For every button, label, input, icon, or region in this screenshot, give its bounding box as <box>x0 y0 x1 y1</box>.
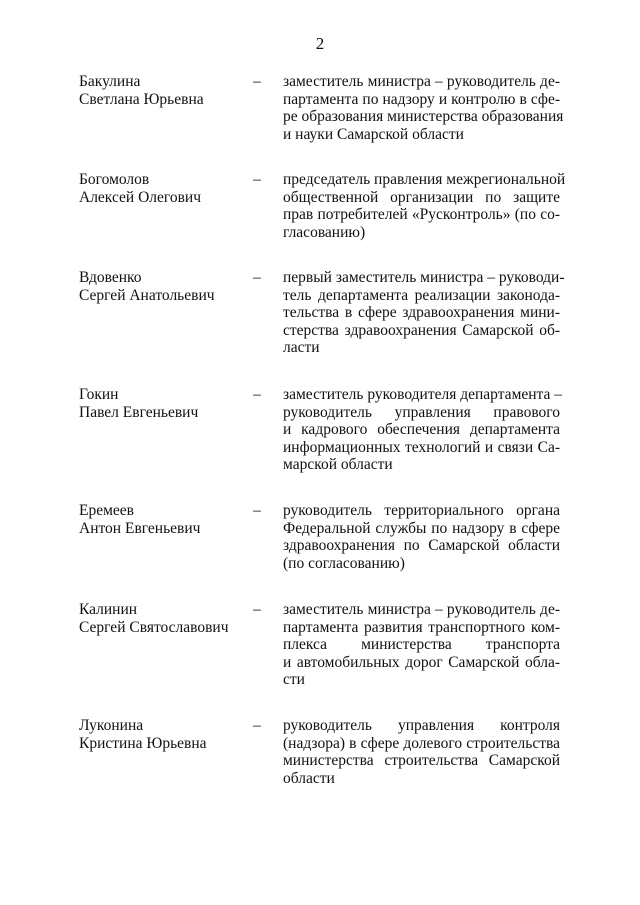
member-position <box>283 717 560 787</box>
position-line: партамента развития транспортного ком- <box>283 618 560 636</box>
dash-separator: – <box>253 601 261 618</box>
member-given-names: Сергей Анатольевич <box>79 286 215 304</box>
position-line: заместитель руководителя департамента – <box>283 386 563 403</box>
member-name <box>79 386 254 421</box>
position-line: тель департамента реализации законода- <box>283 286 560 304</box>
position-line: Федеральной службы по надзору в сфере <box>283 519 560 537</box>
position-line: области <box>283 769 335 787</box>
member-surname: Луконина <box>79 717 144 734</box>
member-surname: Богомолов <box>79 171 150 188</box>
member-given-names: Алексей Олегович <box>79 188 202 206</box>
position-line: заместитель министра – руководитель де- <box>283 601 560 618</box>
position-line: заместитель министра – руководитель де- <box>283 73 560 90</box>
position-line: (надзора) в сфере долевого строительства <box>283 734 560 752</box>
position-line: здравоохранения по Самарской области <box>283 537 560 554</box>
member-surname: Бакулина <box>79 73 141 90</box>
member-position <box>283 73 564 143</box>
position-line: председатель правления межрегиональной <box>283 171 566 188</box>
position-line: марской области <box>283 456 393 473</box>
position-line: и науки Самарской области <box>283 125 464 143</box>
member-name <box>79 717 254 752</box>
position-line: общественной организации по защите <box>283 188 560 206</box>
page-number: 2 <box>315 34 325 53</box>
position-line: первый заместитель министра – руководи- <box>283 269 565 286</box>
member-given-names: Кристина Юрьевна <box>79 734 207 752</box>
member-given-names: Антон Евгеньевич <box>79 519 201 537</box>
position-line: прав потребителей «Русконтроль» (по со- <box>283 206 560 223</box>
member-position <box>283 269 565 357</box>
dash-separator: – <box>253 171 261 188</box>
member-name <box>79 601 254 636</box>
position-line: гласованию) <box>283 223 366 241</box>
position-line: руководитель управления правового <box>283 403 560 421</box>
position-line: и автомобильных дорог Самарской обла- <box>283 653 560 671</box>
member-position <box>283 171 566 241</box>
member-name <box>79 73 254 108</box>
position-line: партамента по надзору и контролю в сфе- <box>283 90 560 108</box>
position-line: руководитель территориального органа <box>283 502 560 519</box>
dash-separator: – <box>253 717 261 734</box>
dash-separator: – <box>253 269 261 286</box>
position-line: плекса министерства транспорта <box>283 636 560 653</box>
position-line: (по согласованию) <box>283 554 405 572</box>
member-position <box>283 386 563 474</box>
member-given-names: Светлана Юрьевна <box>79 90 204 108</box>
member-given-names: Павел Евгеньевич <box>79 403 199 421</box>
dash-separator: – <box>253 502 261 519</box>
position-line: информационных технологий и связи Са- <box>283 438 560 456</box>
member-position <box>283 601 560 689</box>
member-name <box>79 171 254 206</box>
member-name <box>79 502 254 537</box>
position-line: тельства в сфере здравоохранения мини- <box>283 304 560 321</box>
member-surname: Гокин <box>79 386 119 403</box>
dash-separator: – <box>253 386 261 403</box>
position-line: и кадрового обеспечения департамента <box>283 421 560 438</box>
member-given-names: Сергей Святославович <box>79 618 229 636</box>
position-line: ласти <box>283 339 320 356</box>
member-position <box>283 502 560 572</box>
position-line: министерства строительства Самарской <box>283 752 560 769</box>
position-line: ре образования министерства образования <box>283 108 564 125</box>
position-line: сти <box>283 671 305 688</box>
position-line: руководитель управления контроля <box>283 717 560 734</box>
dash-separator: – <box>253 73 261 90</box>
member-surname: Вдовенко <box>79 269 142 286</box>
member-surname: Еремеев <box>79 502 134 519</box>
position-line: стерства здравоохранения Самарской об- <box>283 321 560 339</box>
member-name <box>79 269 254 304</box>
member-surname: Калинин <box>79 601 138 618</box>
